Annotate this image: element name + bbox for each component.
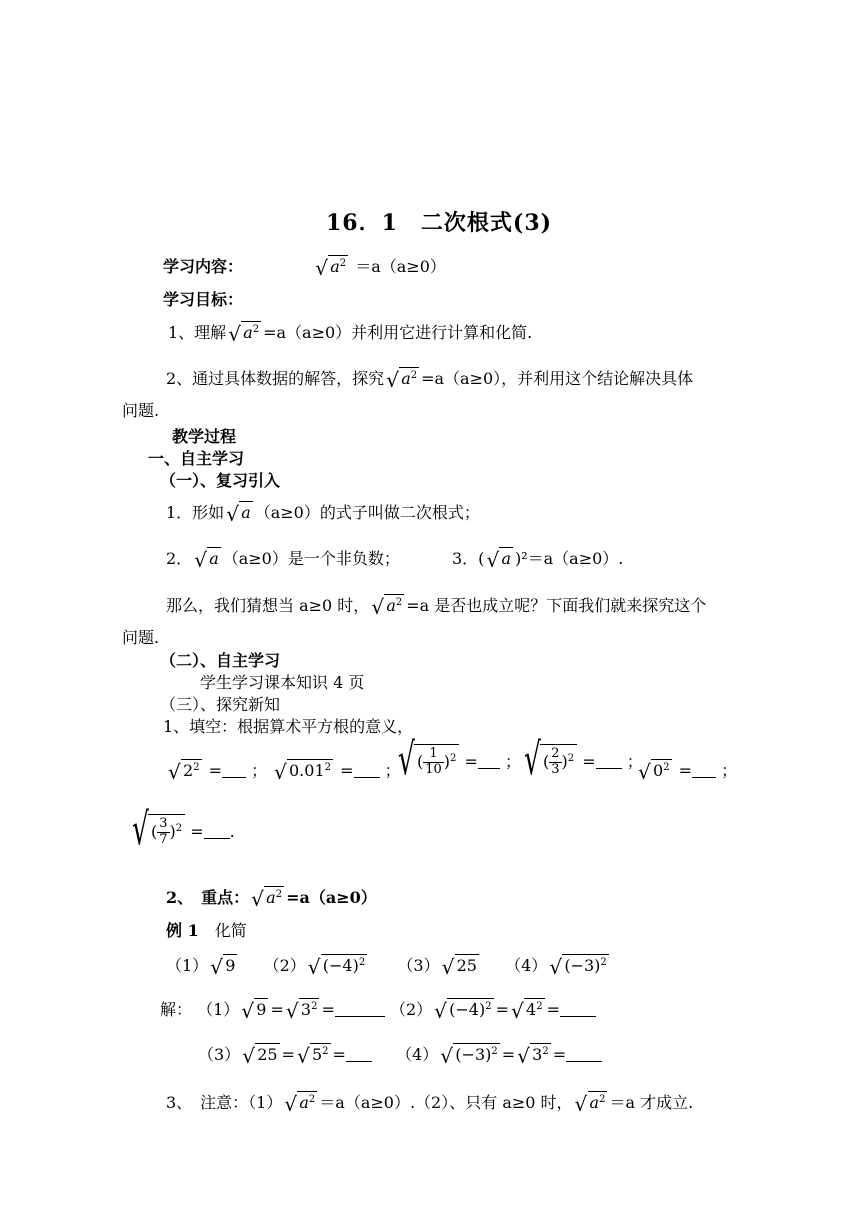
ex-item-1-label: （1） <box>166 956 209 975</box>
radical-neg4-squared: √ $(-4)^2$ <box>434 999 492 1023</box>
process-heading: 教学过程 <box>172 427 237 446</box>
radical-9: √ 9 <box>241 999 267 1023</box>
radical-4-squared: √ $4^2$ <box>511 999 543 1023</box>
goal-2-prefix: 2、通过具体数据的解答，探究 <box>166 369 385 388</box>
goal-2 <box>166 366 694 392</box>
radical-neg3-squared: √ $(-3)^2$ <box>440 1044 498 1068</box>
section-1-heading: 一、自主学习 <box>148 449 245 468</box>
example-header <box>166 918 247 941</box>
fill-item-6: √ ( $\frac{3}{7}$ )$^2$ = . <box>132 803 235 855</box>
solution-row-1: 解： （1） √ 9 = √ $3^2 = (2)$ √ $(-4)^2$ = √ $4^2$ = <box>160 997 596 1020</box>
radical-2-squared: √ $2^2$ <box>168 760 200 784</box>
solution-row-2: （3） √ 25 = √ $5^2 = (4)$ √ $(-3)^2$ = √ $3^2$ = <box>198 1042 602 1065</box>
review-1-prefix: 1．形如 <box>166 503 225 522</box>
ex-item-3-label: （3） <box>397 956 440 975</box>
solution-label: 解： <box>160 1000 193 1019</box>
radical-a-squared: √ $a^2$ <box>284 1092 316 1116</box>
example-label: 例 1 <box>166 921 199 940</box>
radical-a-squared: √ $a^2$ <box>386 368 418 392</box>
radical-frac-2-3-squared: √ ( $\frac{2}{3}$ )$^2$ <box>524 744 577 778</box>
review-3-prefix: 3．( <box>452 549 485 568</box>
radical-25: √ 25 <box>242 1044 278 1068</box>
goal-1 <box>168 320 533 346</box>
review-1-suffix: （a≥0）的式子叫做二次根式； <box>254 503 480 522</box>
note-prefix: 3、 注意：（1） <box>166 1093 283 1112</box>
radical-frac-1-10-squared: √ ( $\frac{1}{10}$ )$^2$ <box>398 744 459 778</box>
fill-item-1: √ $2^2$ = ； <box>168 760 268 784</box>
radical-a-squared: √ $a^2$ <box>315 256 347 280</box>
radical-a-squared: √ $a^2$ <box>371 595 403 619</box>
subsection-3-heading: （三）、探究新知 <box>160 695 281 714</box>
radical-3-squared: √ $3^2$ <box>285 999 318 1023</box>
fill-item-3: √ ( $\frac{1}{10}$ )$^2$ = ； <box>398 733 522 785</box>
answer-blank[interactable] <box>478 754 500 769</box>
answer-blank[interactable] <box>596 754 622 769</box>
key-point <box>166 885 377 911</box>
fill-item-4: √ ( $\frac{2}{3}$ )$^2$ = ； <box>524 733 643 785</box>
goal-2-suffix: =a（a≥0），并利用这个结论解决具体 <box>421 369 694 388</box>
answer-blank[interactable] <box>692 763 716 778</box>
sol-item-2-label: （2） <box>389 1000 433 1019</box>
ex-item-2-label: （2） <box>263 956 306 975</box>
radical-a: √ a <box>486 548 511 572</box>
example-items <box>166 953 611 979</box>
answer-blank[interactable] <box>335 1002 385 1017</box>
goals-label: 学习目标： <box>163 290 244 309</box>
fill-label: 1、填空：根据算术平方根的意义， <box>163 717 414 736</box>
guess-line <box>166 593 707 619</box>
answer-blank[interactable] <box>222 763 246 778</box>
radical-frac-3-7-squared: √ ( $\frac{3}{7}$ )$^2$ <box>132 814 185 848</box>
radical-9: √ 9 <box>210 955 236 979</box>
sol-item-4-label: （4） <box>396 1045 439 1064</box>
review-item-1 <box>166 500 480 526</box>
radical-a: √ a <box>194 548 219 572</box>
radical-a-squared: √ $a^2$ <box>251 887 283 911</box>
review-item-3 <box>452 546 624 572</box>
radical-a-squared: √ $a^2$ <box>228 322 260 346</box>
review-item-2 <box>166 546 400 572</box>
guess-cont: 问题. <box>122 628 160 647</box>
sol-item-3-label: （3） <box>198 1045 241 1064</box>
content-line <box>163 254 446 280</box>
radical-3-squared: √ $3^2$ <box>517 1044 549 1068</box>
radical-25: √ 25 <box>441 955 477 979</box>
radical-0-squared: √ $0^2$ <box>638 760 670 784</box>
guess-prefix: 那么，我们猜想当 a≥0 时， <box>166 596 370 615</box>
answer-blank[interactable] <box>354 763 380 778</box>
review-2-suffix: （a≥0）是一个非负数； <box>222 549 400 568</box>
key-prefix: 2、 重点： <box>166 888 250 907</box>
answer-blank[interactable] <box>204 824 230 839</box>
content-label: 学习内容： <box>163 257 244 276</box>
goal-1-suffix: =a（a≥0）并利用它进行计算和化简. <box>263 323 533 342</box>
answer-blank[interactable] <box>560 1002 596 1017</box>
radical-neg4-squared: √ $(-4)^2$ <box>307 955 366 979</box>
radical-001-squared: √ 0.01$^2$ <box>274 760 331 784</box>
goal-1-prefix: 1、理解 <box>168 323 227 342</box>
note-mid: ＝a（a≥0）.（2）、只有 a≥0 时， <box>319 1093 573 1112</box>
key-suffix: =a（a≥0） <box>286 888 377 907</box>
radical-5-squared: √ $5^2$ <box>296 1044 329 1068</box>
review-3-suffix: )²＝a（a≥0）. <box>514 549 624 568</box>
fill-item-2: √ $0.01^2$ = ； <box>274 760 401 784</box>
content-formula: ＝a（a≥0） <box>355 257 446 276</box>
guess-suffix: =a 是否也成立呢？下面我们就来探究这个 <box>406 596 707 615</box>
subsection-2-heading: （二）、自主学习 <box>160 651 281 670</box>
note-suffix: ＝a 才成立. <box>609 1093 694 1112</box>
ex-item-4-label: （4） <box>505 956 548 975</box>
radical-neg3-squared: √ $(-3)^2$ <box>549 955 607 979</box>
radical-a-squared: √ $a^2$ <box>574 1092 606 1116</box>
subsection-1-heading: （一）、复习引入 <box>160 471 281 490</box>
fill-item-5: √ $0^2$ = ； <box>638 760 738 784</box>
goal-2-cont: 问题. <box>122 401 160 420</box>
answer-blank[interactable] <box>566 1047 602 1062</box>
page-title: 16．1 二次根式(3) <box>326 210 553 236</box>
answer-blank[interactable] <box>346 1047 372 1062</box>
self-study-note: 学生学习课本知识 4 页 <box>200 673 365 692</box>
example-task: 化简 <box>214 921 247 940</box>
sol-item-1-label: （1） <box>197 1000 240 1019</box>
radical-a: √ a <box>226 502 251 526</box>
review-2-prefix: 2． <box>166 549 193 568</box>
note-line <box>166 1090 694 1116</box>
